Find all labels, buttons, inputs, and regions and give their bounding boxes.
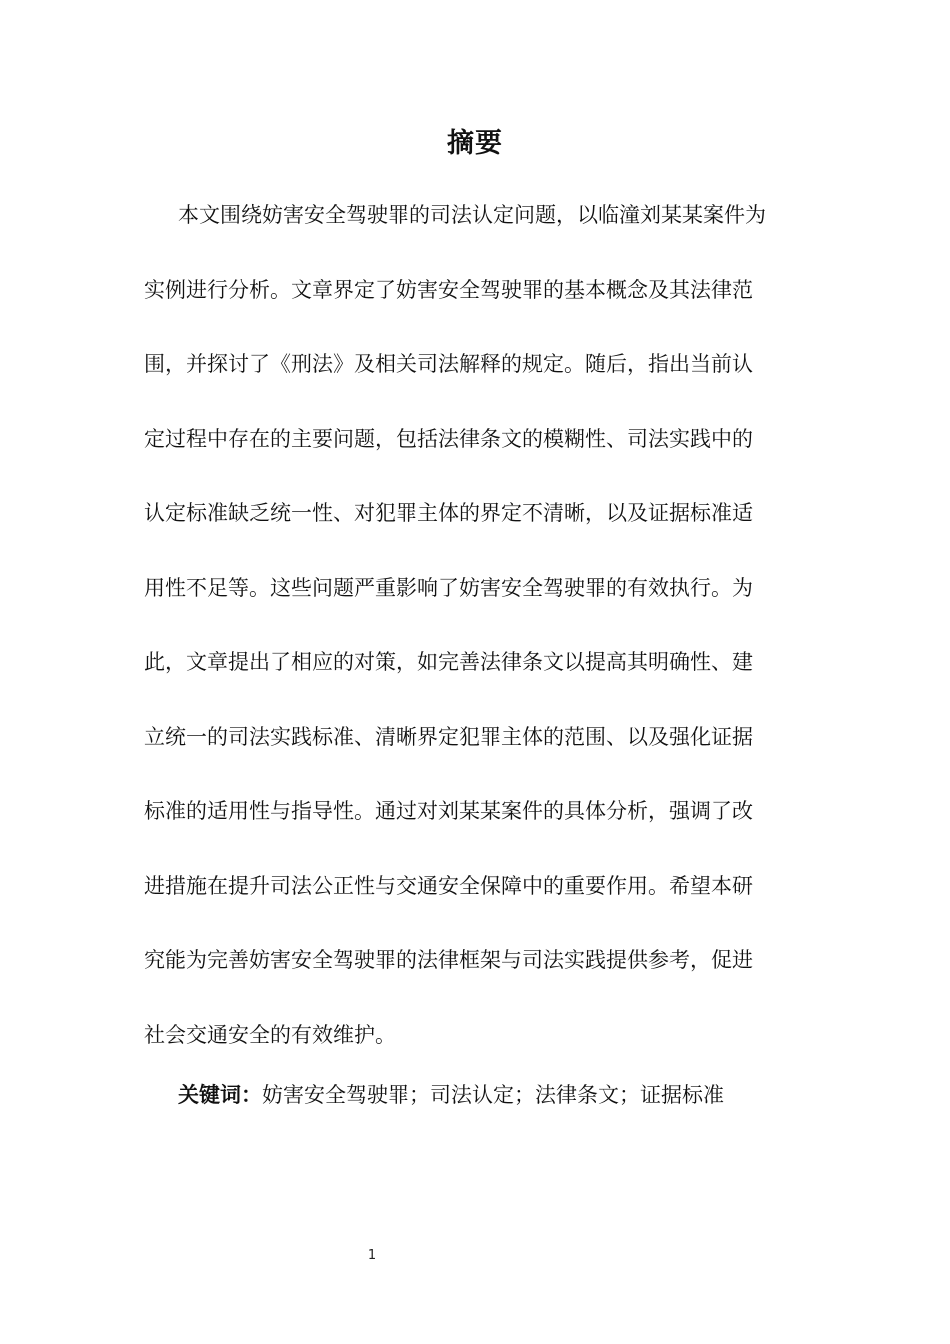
abstract-line: 围，并探讨了《刑法》及相关司法解释的规定。随后，指出当前认: [144, 352, 753, 376]
abstract-line: 标准的适用性与指导性。通过对刘某某案件的具体分析，强调了改: [144, 799, 753, 823]
abstract-line: 实例进行分析。文章界定了妨害安全驾驶罪的基本概念及其法律范: [144, 277, 753, 302]
abstract-line: 定过程中存在的主要问题，包括法律条文的模糊性、司法实践中的: [144, 426, 753, 451]
keywords-line: [178, 1073, 724, 1117]
keywords-text: 妨害安全驾驶罪；司法认定；法律条文；证据标准: [262, 1083, 724, 1107]
abstract-title: 摘要: [447, 128, 503, 159]
abstract-line: 社会交通安全的有效维护。: [144, 1022, 396, 1047]
keywords-label: 关键词：: [178, 1083, 262, 1107]
abstract-line: 究能为完善妨害安全驾驶罪的法律框架与司法实践提供参考，促进: [144, 948, 753, 972]
page-number: 1: [367, 1248, 377, 1263]
abstract-line: 用性不足等。这些问题严重影响了妨害安全驾驶罪的有效执行。为: [144, 575, 753, 600]
abstract-body: [144, 190, 804, 1084]
abstract-line: 立统一的司法实践标准、清晰界定犯罪主体的范围、以及强化证据: [144, 724, 753, 749]
abstract-line: 进措施在提升司法公正性与交通安全保障中的重要作用。希望本研: [144, 873, 753, 898]
abstract-line: 认定标准缺乏统一性、对犯罪主体的界定不清晰，以及证据标准适: [144, 501, 753, 525]
abstract-line: 本文围绕妨害安全驾驶罪的司法认定问题，以临潼刘某某案件为: [178, 203, 766, 227]
abstract-line: 此，文章提出了相应的对策，如完善法律条文以提高其明确性、建: [144, 650, 753, 674]
